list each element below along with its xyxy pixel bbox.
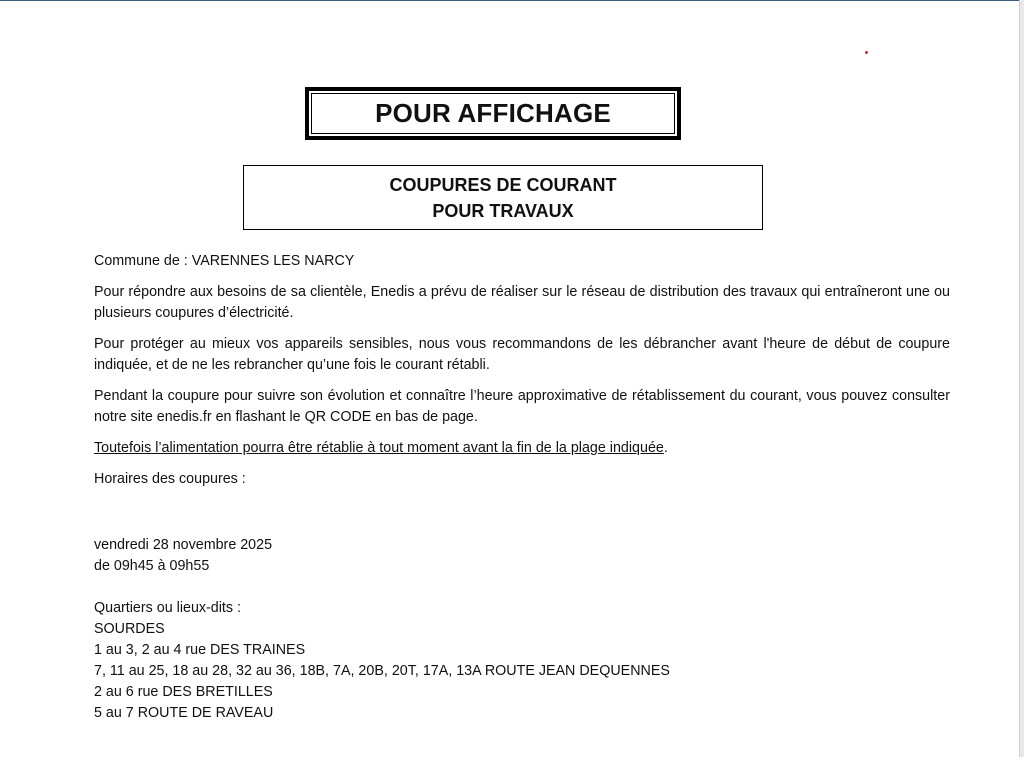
horaires-label: Horaires des coupures :	[94, 471, 246, 487]
place-item: 1 au 3, 2 au 4 rue DES TRAINES	[94, 642, 306, 658]
window-top-border	[0, 0, 1024, 1]
schedule-block	[94, 535, 950, 577]
place-item: 2 au 6 rue DES BRETILLES	[94, 684, 273, 700]
places-block	[94, 598, 950, 724]
schedule-date: vendredi 28 novembre 2025	[94, 537, 273, 553]
coupures-title-box	[243, 165, 763, 230]
paragraph-clientele: Pour répondre aux besoins de sa clientèle, Enedis a prévu de réaliser sur le réseau de distribution des travaux qui entraîneront une ou plusieurs coupures d’électricité.	[94, 284, 950, 321]
affichage-title-box	[305, 87, 681, 140]
red-dot-mark	[865, 51, 868, 54]
commune-line: Commune de : VARENNES LES NARCY	[94, 253, 355, 269]
paragraph-appareils: Pour protéger au mieux vos appareils sensibles, nous vous recommandons de les débrancher avant l'heure de début de coupure indiquée, et de ne les rebrancher qu’une fois le courant rétabli.	[94, 336, 950, 373]
affichage-title: POUR AFFICHAGE	[311, 93, 675, 134]
places-label: Quartiers ou lieux-dits :	[94, 600, 241, 616]
schedule-time: de 09h45 à 09h55	[94, 558, 210, 574]
retablissement-period: .	[663, 440, 668, 456]
paragraph-suivi: Pendant la coupure pour suivre son évolution et connaître l’heure approximative de rétablissement du courant, vous pouvez consulter notre site enedis.fr en flashant le QR CODE en bas de page.	[94, 388, 950, 425]
retablissement-underlined-text: Toutefois l’alimentation pourra être rétablie à tout moment avant la fin de la plage indiquée	[94, 440, 664, 456]
coupures-title-line2: POUR TRAVAUX	[432, 200, 574, 221]
place-item: 7, 11 au 25, 18 au 28, 32 au 36, 18B, 7A, 20B, 20T, 17A, 13A ROUTE JEAN DEQUENNES	[94, 663, 670, 679]
scrollbar-edge[interactable]	[1019, 0, 1024, 757]
notice-body	[94, 251, 950, 500]
place-item: SOURDES	[94, 621, 165, 637]
paragraph-retablissement	[94, 438, 950, 459]
place-item: 5 au 7 ROUTE DE RAVEAU	[94, 705, 274, 721]
coupures-title-line1: COUPURES DE COURANT	[389, 174, 617, 195]
